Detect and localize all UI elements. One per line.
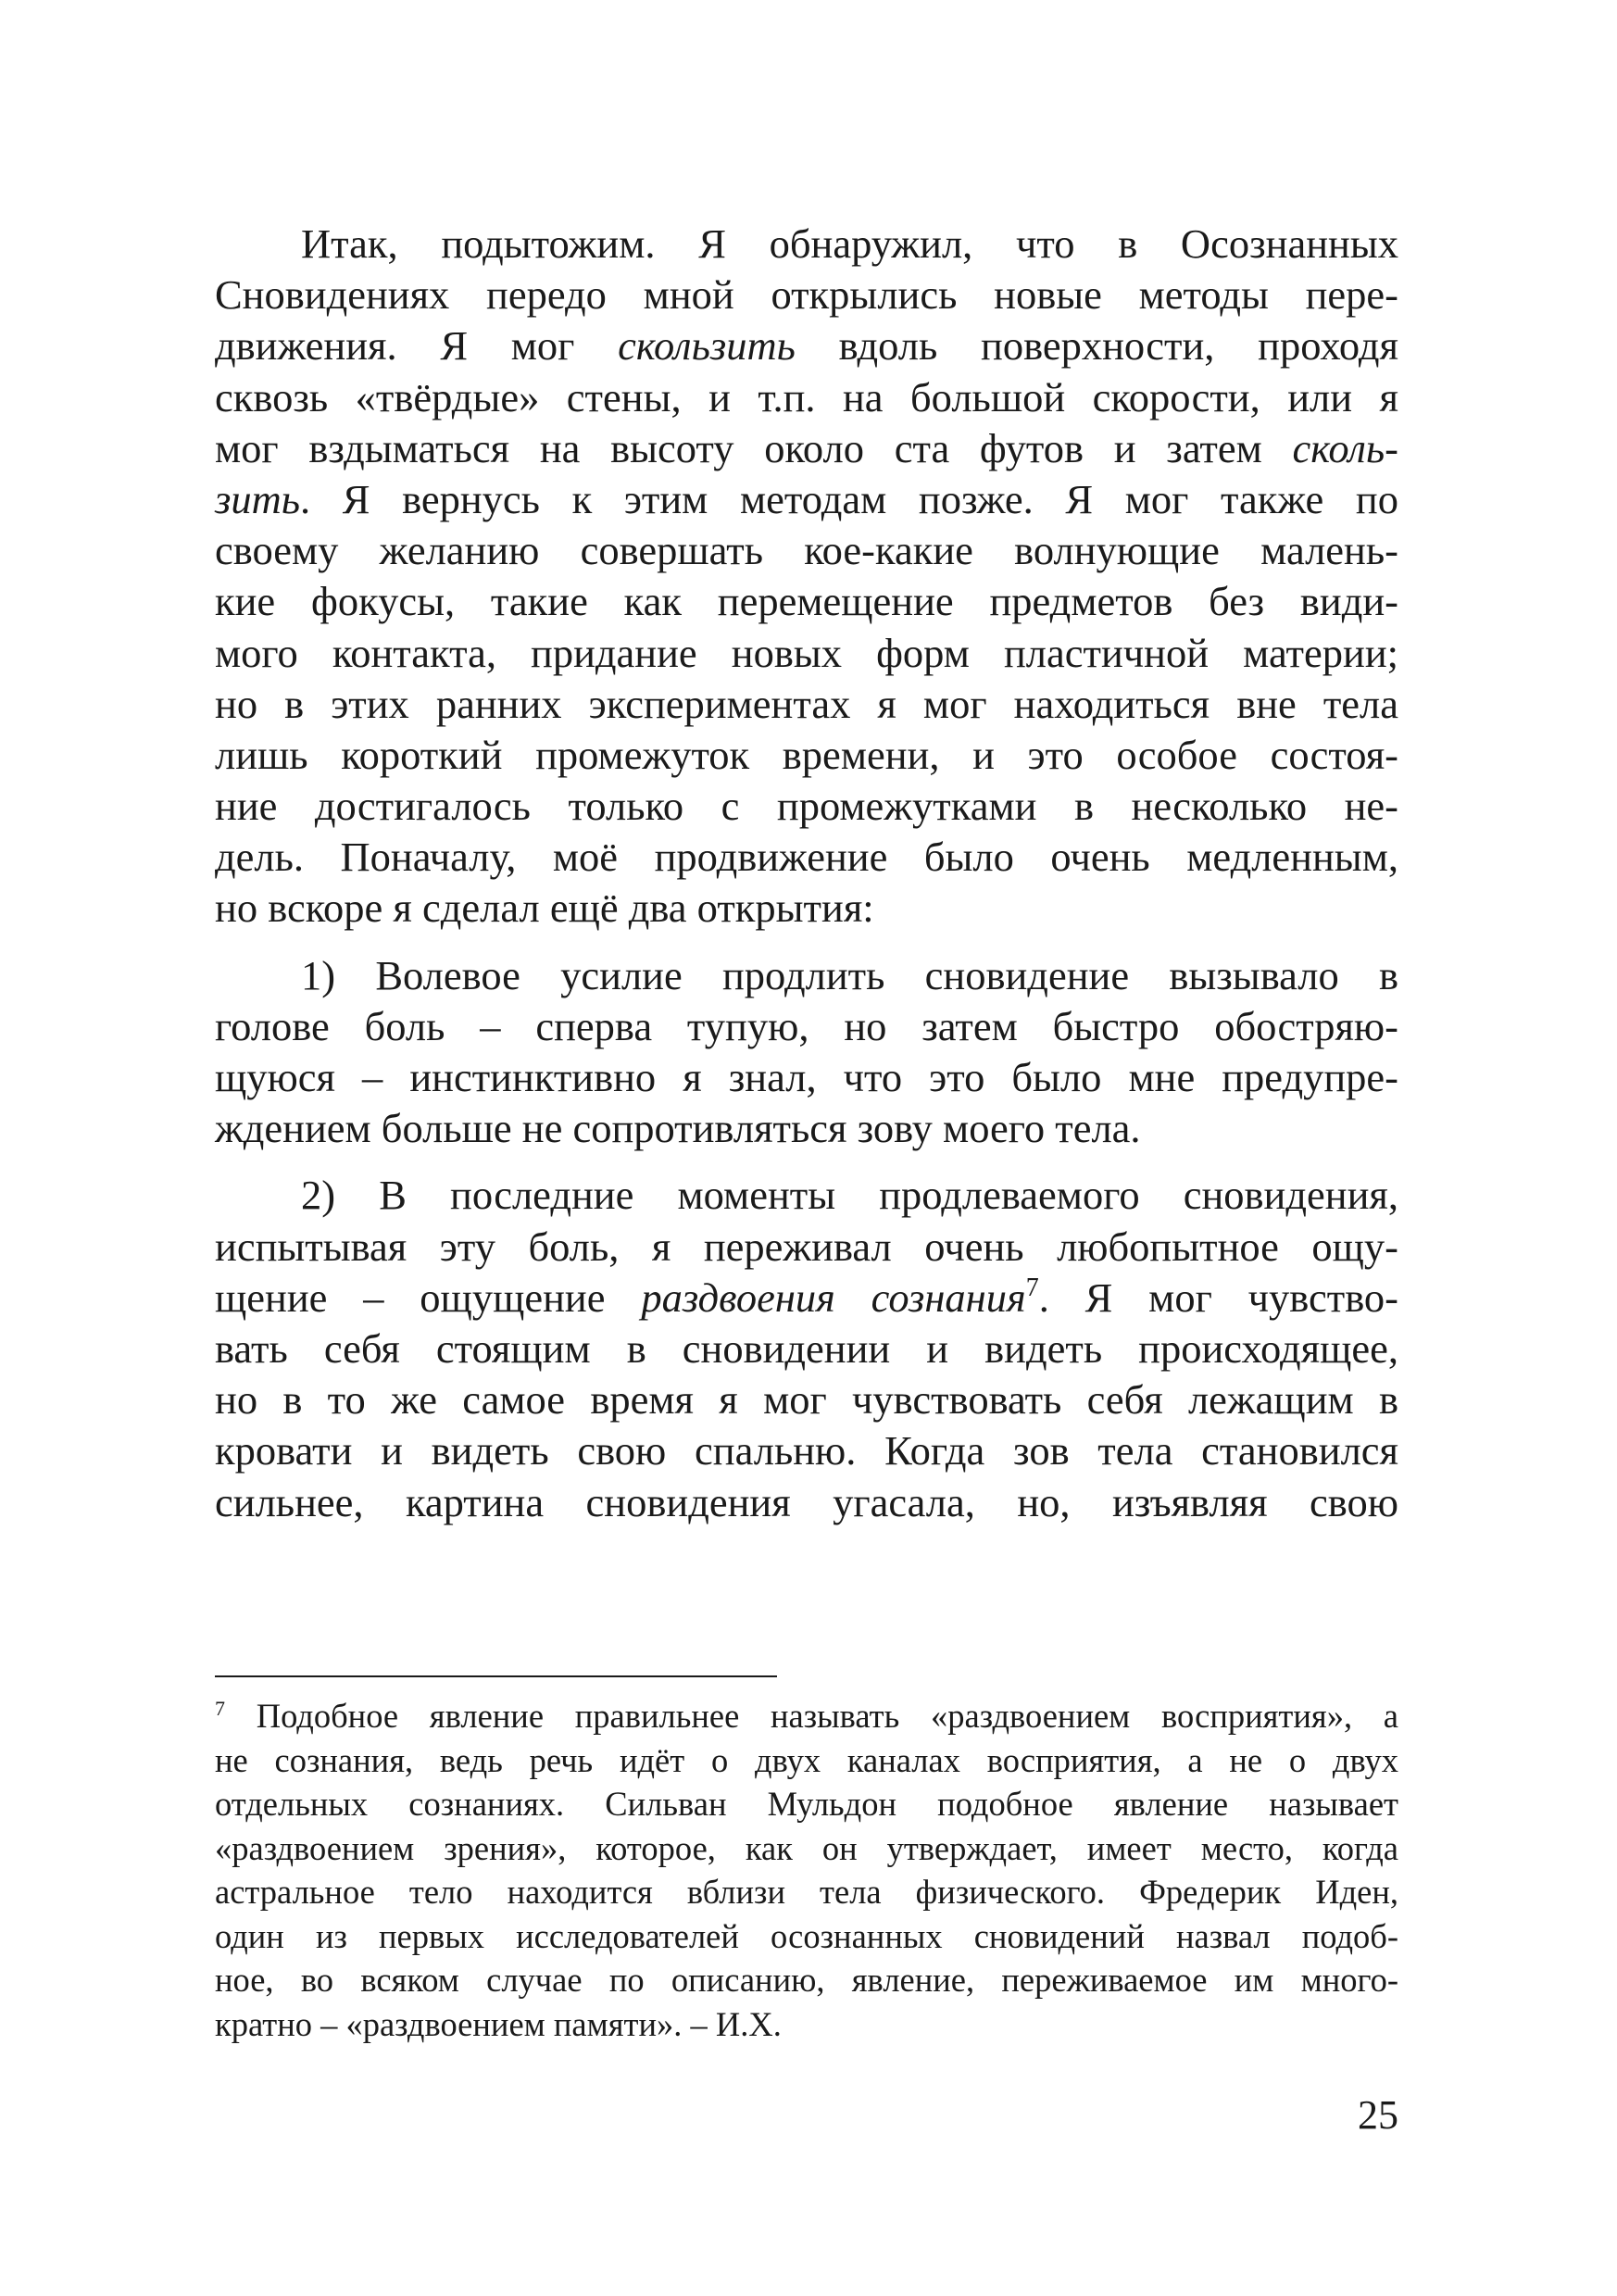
text-line: испытывая эту боль, я переживал очень любопытное ощу- bbox=[215, 1223, 1398, 1270]
italic-term: сколь- bbox=[1292, 424, 1398, 471]
text-line: 1) Волевое усилие продлить сновидение вызывало в bbox=[301, 951, 1398, 998]
footnote-separator bbox=[215, 1675, 777, 1677]
text-line: щуюся – инстинктивно я знал, что это было мне предупре- bbox=[215, 1054, 1398, 1100]
footnote-text: ное, во всяком случае по описанию, явление, переживаемое им много- bbox=[215, 1961, 1398, 1999]
text-line: голове боль – сперва тупую, но затем быстро обостряю- bbox=[215, 1002, 1398, 1049]
italic-term: зить bbox=[215, 475, 300, 522]
text-line: вать себя стоящим в сновидении и видеть происходящее, bbox=[215, 1324, 1398, 1372]
italic-term: раздвоения сознания bbox=[641, 1273, 1026, 1321]
text-line: но в то же самое время я мог чувствовать себя лежащим в bbox=[215, 1376, 1398, 1424]
text-line bbox=[215, 320, 1398, 371]
text-line bbox=[215, 474, 1398, 525]
footnote-line bbox=[215, 1782, 1398, 1826]
text-run: . Я мог чувство- bbox=[1038, 1273, 1399, 1321]
text-line: но в этих ранних экспериментах я мог находиться вне тела bbox=[215, 680, 1398, 727]
footnote-line bbox=[215, 1870, 1398, 1914]
text-line: мого контакта, придание новых форм пластичной материи; bbox=[215, 629, 1398, 676]
footnote-marker: 7 bbox=[215, 1697, 225, 1720]
paragraph bbox=[215, 1170, 1398, 1527]
footnote-line bbox=[215, 1958, 1398, 2002]
footnote-reference: 7 bbox=[1025, 1273, 1039, 1302]
text-run: щение – ощущение bbox=[215, 1273, 642, 1321]
text-line: но вскоре я сделал ещё два открытия: bbox=[215, 885, 874, 932]
footnote-text: Подобное явление правильнее называть «раздвоением восприятия», а bbox=[256, 1697, 1398, 1735]
text-line: дель. Поначалу, моё продвижение было очень медленным, bbox=[215, 834, 1398, 881]
text-run: движения. Я мог bbox=[215, 322, 619, 370]
paragraph-gap bbox=[215, 1154, 1398, 1170]
footnote-line bbox=[215, 1914, 1398, 1959]
text-line: Итак, подытожим. Я обнаружил, что в Осознанных bbox=[301, 220, 1398, 267]
footnote-text: «раздвоением зрения», которое, как он утверждает, имеет место, когда bbox=[215, 1828, 1398, 1867]
text-line: своему желанию совершать кое-какие волнующие малень- bbox=[215, 527, 1398, 574]
footnote-line bbox=[215, 1694, 1398, 1738]
text-line: кровати и видеть свою спальню. Когда зов тела становился bbox=[215, 1427, 1398, 1474]
paragraph bbox=[215, 219, 1398, 935]
footnote-text: один из первых исследователей осознанных сновидений назвал подоб- bbox=[215, 1916, 1398, 1955]
italic-term: скользить bbox=[618, 322, 796, 370]
paragraph bbox=[215, 950, 1398, 1155]
text-line: сильнее, картина сновидения угасала, но, изъявляя свою bbox=[215, 1478, 1398, 1525]
footnote-line bbox=[215, 1826, 1398, 1871]
footnote-line bbox=[215, 1738, 1398, 1783]
page-number: 25 bbox=[1358, 2092, 1398, 2138]
text-line: кие фокусы, такие как перемещение предметов без види- bbox=[215, 578, 1398, 625]
text-run: вдоль поверхности, проходя bbox=[795, 322, 1398, 370]
text-line: Сновидениях передо мной открылись новые методы пере- bbox=[215, 271, 1398, 319]
footnote-text: не сознания, ведь речь идёт о двух каналах восприятия, а не о двух bbox=[215, 1740, 1398, 1779]
main-text bbox=[215, 219, 1398, 1528]
footnote-text: кратно – «раздвоением памяти». – И.Х. bbox=[215, 2004, 782, 2043]
text-line: ние достигалось только с промежутками в несколько не- bbox=[215, 783, 1398, 830]
paragraph-gap bbox=[215, 935, 1398, 950]
text-line: ждением больше не сопротивляться зову моего тела. bbox=[215, 1105, 1141, 1152]
footnote-text: отдельных сознаниях. Сильван Мульдон подобное явление называет bbox=[215, 1785, 1398, 1823]
text-line: лишь короткий промежуток времени, и это особое состоя- bbox=[215, 731, 1398, 778]
text-line bbox=[215, 1273, 1398, 1324]
text-line: 2) В последние моменты продлеваемого сновидения, bbox=[301, 1172, 1398, 1219]
text-run: мог вздыматься на высоту около ста футов и затем bbox=[215, 424, 1293, 471]
footnote-line bbox=[215, 2002, 1398, 2047]
text-line: сквозь «твёрдые» стены, и т.п. на большой скорости, или я bbox=[215, 373, 1398, 420]
text-line bbox=[215, 423, 1398, 474]
footnote-text: астральное тело находится вблизи тела физического. Фредерик Иден, bbox=[215, 1873, 1398, 1911]
text-run: . Я вернусь к этим методам позже. Я мог также по bbox=[300, 475, 1398, 522]
footnote bbox=[215, 1694, 1398, 2046]
